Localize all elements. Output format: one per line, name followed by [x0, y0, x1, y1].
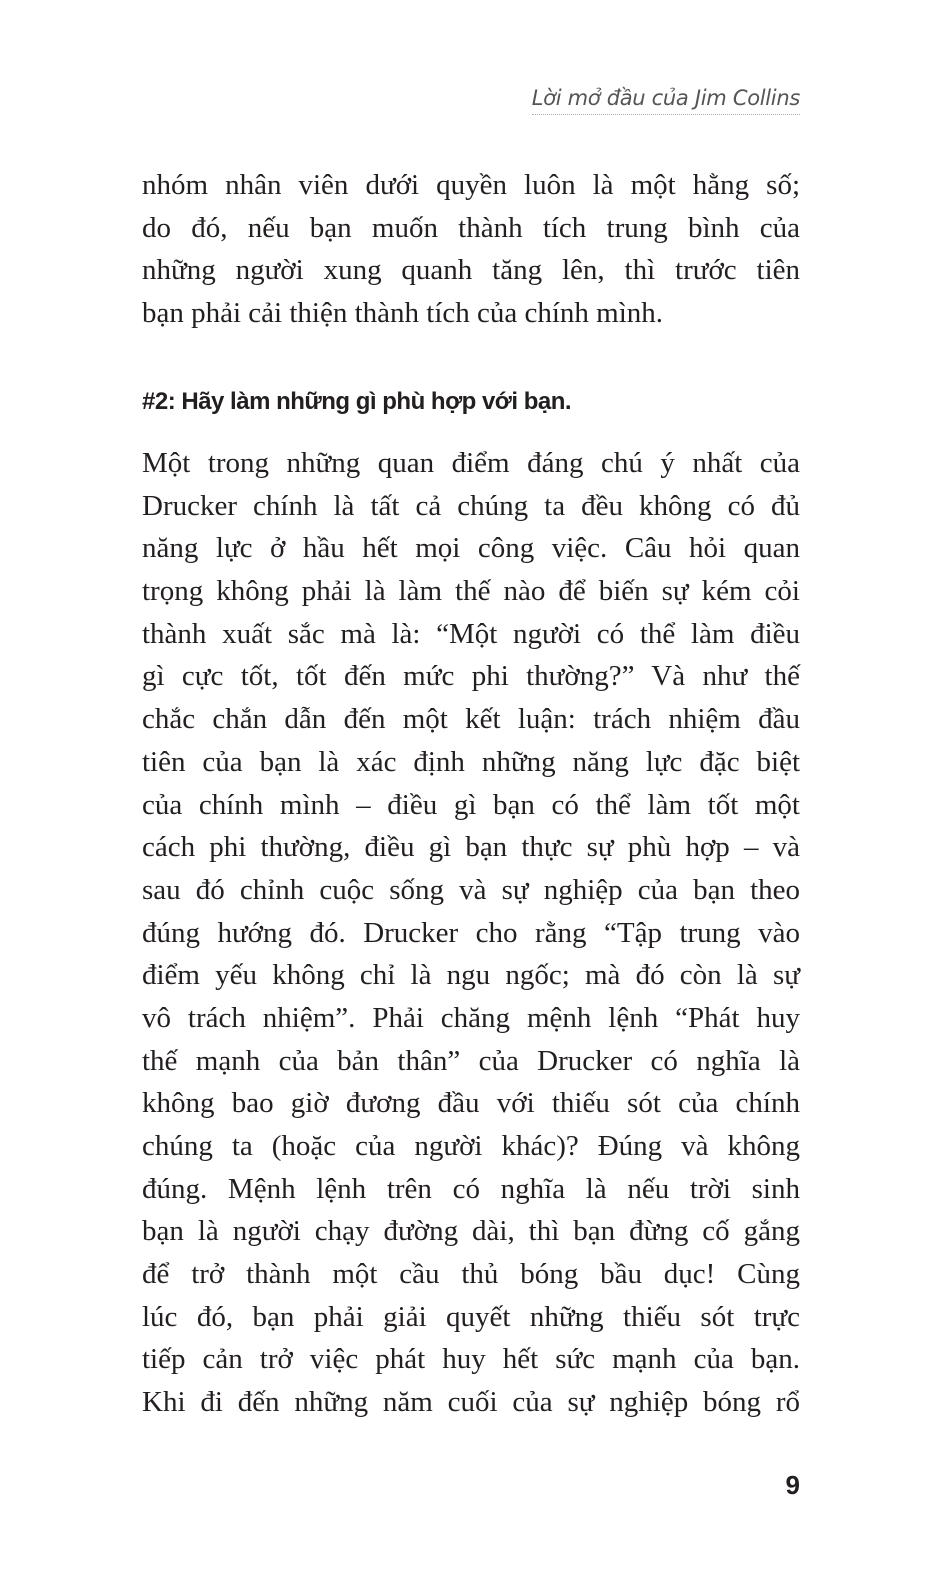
- text-line: của chính mình – điều gì bạn có thể làm tốt một: [142, 788, 800, 821]
- text-line: năng lực ở hầu hết mọi công việc. Câu hỏi quan: [142, 532, 800, 565]
- text-line: thành xuất sắc mà là: “Một người có thể làm điều: [142, 617, 800, 650]
- text-line: chắc chắn dẫn đến một kết luận: trách nhiệm đầu: [142, 703, 800, 736]
- paragraph-2: [142, 442, 800, 1424]
- text-line: nhóm nhân viên dưới quyền luôn là một hằng số;: [142, 169, 800, 201]
- text-line: đúng. Mệnh lệnh trên có nghĩa là nếu trời sinh: [142, 1172, 800, 1205]
- running-head: Lời mở đầu của Jim Collins: [532, 86, 800, 115]
- text-line: cách phi thường, điều gì bạn thực sự phù hợp – và: [142, 831, 800, 864]
- text-line: Drucker chính là tất cả chúng ta đều không có đủ: [142, 489, 800, 522]
- text-line: để trở thành một cầu thủ bóng bầu dục! Cùng: [142, 1258, 800, 1291]
- text-line: không bao giờ đương đầu với thiếu sót của chính: [142, 1087, 800, 1120]
- text-line: Khi đi đến những năm cuối của sự nghiệp bóng rổ: [142, 1386, 800, 1419]
- text-line: sau đó chỉnh cuộc sống và sự nghiệp của bạn theo: [142, 873, 800, 906]
- text-line: do đó, nếu bạn muốn thành tích trung bình của: [142, 211, 800, 244]
- text-line: tiếp cản trở việc phát huy hết sức mạnh của bạn.: [142, 1343, 800, 1376]
- text-line: đúng hướng đó. Drucker cho rằng “Tập trung vào: [142, 916, 800, 949]
- text-line: điểm yếu không chỉ là ngu ngốc; mà đó còn là sự: [142, 959, 800, 992]
- paragraph-1: [142, 164, 800, 335]
- text-line: lúc đó, bạn phải giải quyết những thiếu sót trực: [142, 1300, 800, 1333]
- text-line: tiên của bạn là xác định những năng lực đặc biệt: [142, 745, 800, 778]
- text-line: bạn là người chạy đường dài, thì bạn đừng cố gắng: [142, 1215, 800, 1248]
- page-number: 9: [785, 1470, 800, 1500]
- section-heading: #2: Hãy làm những gì phù hợp với bạn.: [142, 388, 572, 415]
- text-line: thế mạnh của bản thân” của Drucker có nghĩa là: [142, 1044, 800, 1077]
- text-line: trọng không phải là làm thế nào để biến sự kém cỏi: [142, 575, 800, 608]
- text-line: Một trong những quan điểm đáng chú ý nhất của: [142, 447, 800, 479]
- text-line: những người xung quanh tăng lên, thì trước tiên: [142, 254, 800, 287]
- text-line: vô trách nhiệm”. Phải chăng mệnh lệnh “Phát huy: [142, 1001, 800, 1034]
- text-line: gì cực tốt, tốt đến mức phi thường?” Và như thế: [142, 660, 800, 693]
- text-line: bạn phải cải thiện thành tích của chính mình.: [142, 297, 664, 330]
- text-line: chúng ta (hoặc của người khác)? Đúng và không: [142, 1130, 800, 1162]
